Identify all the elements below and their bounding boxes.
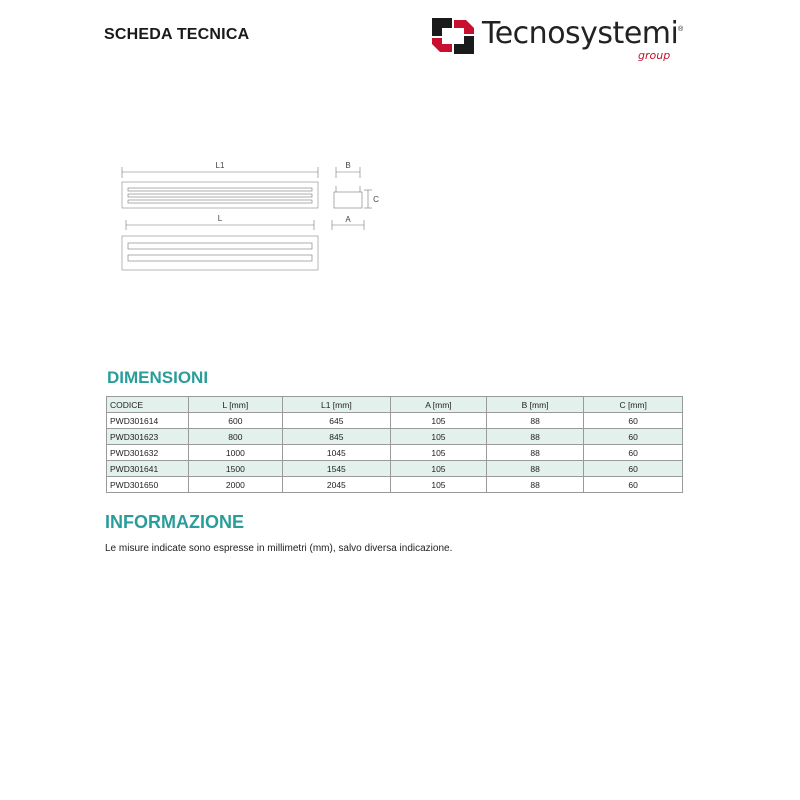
label-l: L bbox=[217, 214, 223, 223]
info-title: INFORMAZIONE bbox=[105, 512, 244, 532]
col-header-l: L [mm] bbox=[189, 397, 283, 413]
logo-tagline: group bbox=[638, 49, 671, 62]
col-header-l1: L1 [mm] bbox=[282, 397, 390, 413]
cell-c: 60 bbox=[584, 413, 683, 429]
tecnosystemi-mark-icon bbox=[430, 16, 476, 56]
cell-b: 88 bbox=[486, 429, 583, 445]
cell-a: 105 bbox=[390, 477, 486, 493]
cell-b: 88 bbox=[486, 413, 583, 429]
cell-a: 105 bbox=[390, 445, 486, 461]
col-header-codice: CODICE bbox=[107, 397, 189, 413]
cell-code: PWD301614 bbox=[107, 413, 189, 429]
table-row bbox=[107, 477, 683, 493]
cell-c: 60 bbox=[584, 429, 683, 445]
info-text: Le misure indicate sono espresse in millimetri (mm), salvo diversa indicazione. bbox=[105, 543, 453, 554]
label-c: C bbox=[373, 195, 379, 204]
cell-c: 60 bbox=[584, 461, 683, 477]
cell-l: 800 bbox=[189, 429, 283, 445]
table-header-row bbox=[107, 397, 683, 413]
cell-l1: 845 bbox=[282, 429, 390, 445]
table-row bbox=[107, 413, 683, 429]
table-row bbox=[107, 445, 683, 461]
cell-code: PWD301641 bbox=[107, 461, 189, 477]
cell-l: 1500 bbox=[189, 461, 283, 477]
technical-drawing bbox=[110, 150, 390, 280]
cell-l1: 1045 bbox=[282, 445, 390, 461]
cell-c: 60 bbox=[584, 445, 683, 461]
cell-b: 88 bbox=[486, 445, 583, 461]
table-row bbox=[107, 461, 683, 477]
cell-l: 600 bbox=[189, 413, 283, 429]
cell-l1: 645 bbox=[282, 413, 390, 429]
label-b: B bbox=[345, 161, 351, 170]
cell-code: PWD301623 bbox=[107, 429, 189, 445]
cell-a: 105 bbox=[390, 413, 486, 429]
cell-code: PWD301632 bbox=[107, 445, 189, 461]
registered-mark: ® bbox=[678, 26, 684, 33]
page-title: SCHEDA TECNICA bbox=[104, 26, 250, 43]
cell-b: 88 bbox=[486, 477, 583, 493]
tecnosystemi-logo bbox=[430, 14, 690, 64]
col-header-a: A [mm] bbox=[390, 397, 486, 413]
col-header-b: B [mm] bbox=[486, 397, 583, 413]
cell-a: 105 bbox=[390, 429, 486, 445]
dimensions-table bbox=[106, 396, 683, 493]
cell-l1: 1545 bbox=[282, 461, 390, 477]
cell-b: 88 bbox=[486, 461, 583, 477]
label-l1: L1 bbox=[215, 161, 225, 170]
cell-l1: 2045 bbox=[282, 477, 390, 493]
grille-dimension-drawing bbox=[110, 150, 390, 280]
cell-a: 105 bbox=[390, 461, 486, 477]
dimensions-title: DIMENSIONI bbox=[107, 368, 209, 387]
label-a: A bbox=[345, 215, 351, 224]
cell-c: 60 bbox=[584, 477, 683, 493]
logo-wordmark: Tecnosystemi bbox=[482, 16, 679, 51]
cell-l: 1000 bbox=[189, 445, 283, 461]
cell-l: 2000 bbox=[189, 477, 283, 493]
table-row bbox=[107, 429, 683, 445]
col-header-c: C [mm] bbox=[584, 397, 683, 413]
cell-code: PWD301650 bbox=[107, 477, 189, 493]
